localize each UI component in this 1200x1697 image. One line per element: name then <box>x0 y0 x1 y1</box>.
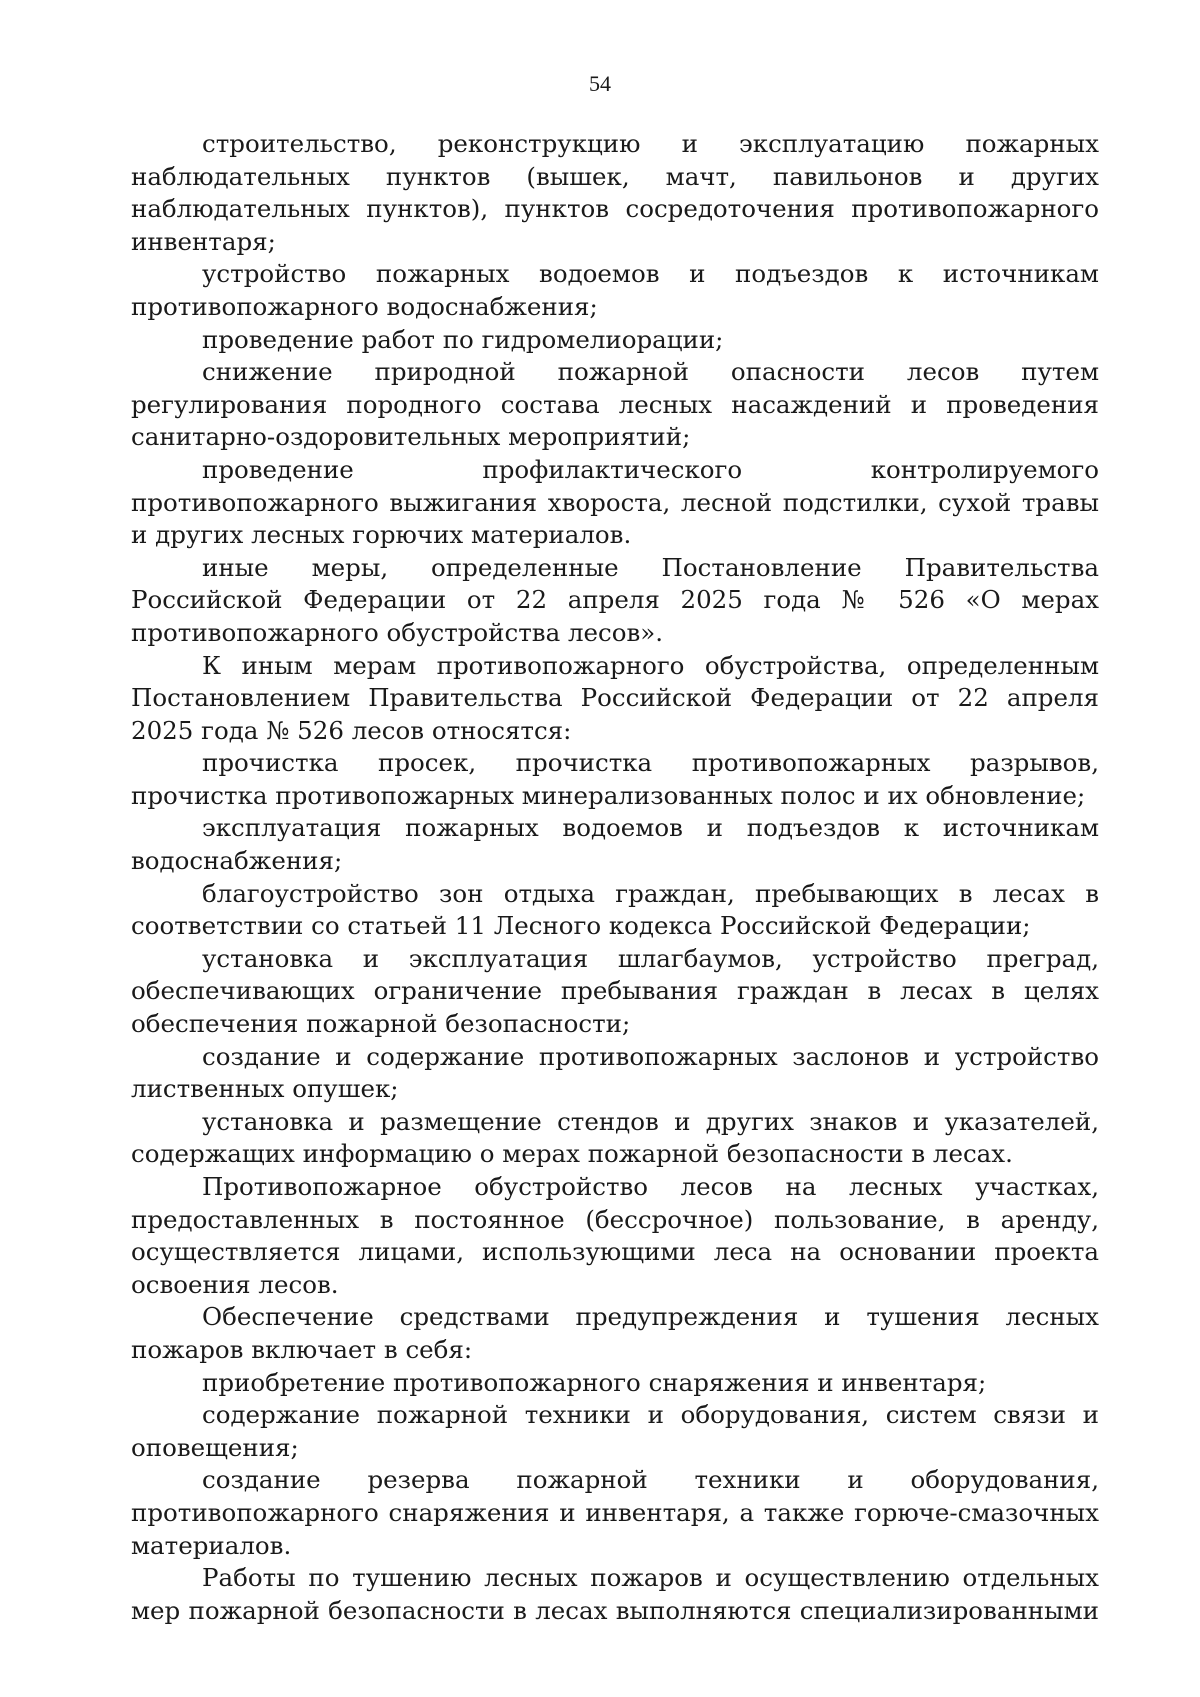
paragraph: приобретение противопожарного снаряжения и инвентаря; <box>202 1367 987 1397</box>
paragraph: К иным мерам противопожарного обустройства, определенным Постановлением Правительства Российской Федерации от 22 апреля 2025 года № 526 лесов относятся: <box>131 650 1099 745</box>
paragraph-continued: Работы по тушению лесных пожаров и осуществлению отдельных мер пожарной безопасности в лесах выполняются специализированными <box>131 1563 1099 1625</box>
paragraph: устройство пожарных водоемов и подъездов к источникам противопожарного водоснабжения; <box>131 259 1099 321</box>
paragraph: установка и эксплуатация шлагбаумов, устройство преград, обеспечивающих ограничение пребывания граждан в лесах в целях обеспечения пожарной безопасности; <box>131 943 1099 1039</box>
paragraph: иные меры, определенные Постановление Правительства Российской Федерации от 22 апреля 2025 года № 526 «О мерах противопожарного обустройства лесов». <box>131 552 1099 647</box>
paragraph: создание и содержание противопожарных заслонов и устройство лиственных опушек; <box>131 1041 1099 1104</box>
paragraph: Противопожарное обустройство лесов на лесных участках, предоставленных в постоянное (бессрочное) пользование, в аренду, осуществляется лицами, использующими леса на основании проекта освоения лесов. <box>131 1172 1099 1299</box>
paragraph: установка и размещение стендов и других знаков и указателей, содержащих информацию о мерах пожарной безопасности в лесах. <box>131 1106 1099 1169</box>
paragraph: прочистка просек, прочистка противопожарных разрывов, прочистка противопожарных минерализованных полос и их обновление; <box>131 748 1099 810</box>
body-text <box>131 128 1099 1627</box>
paragraph: проведение профилактического контролируемого противопожарного выжигания хвороста, лесной подстилки, сухой травы и других лесных горючих материалов. <box>131 454 1099 550</box>
paragraph: проведение работ по гидромелиорации; <box>202 324 724 354</box>
page-number: 54 <box>589 71 611 96</box>
paragraph: эксплуатация пожарных водоемов и подъездов к источникам водоснабжения; <box>131 813 1099 876</box>
paragraph: благоустройство зон отдыха граждан, пребывающих в лесах в соответствии со статьей 11 Лесного кодекса Российской Федерации; <box>131 878 1099 941</box>
paragraph: содержание пожарной техники и оборудования, систем связи и оповещения; <box>131 1400 1099 1462</box>
paragraph: создание резерва пожарной техники и оборудования, противопожарного снаряжения и инвентаря, а также горюче-смазочных материалов. <box>131 1465 1099 1560</box>
paragraph: Обеспечение средствами предупреждения и тушения лесных пожаров включает в себя: <box>131 1302 1099 1364</box>
paragraph: строительство, реконструкцию и эксплуатацию пожарных наблюдательных пунктов (вышек, мачт, павильонов и других наблюдательных пунктов), пунктов сосредоточения противопожарного инвентаря; <box>131 129 1099 256</box>
paragraph: снижение природной пожарной опасности лесов путем регулирования породного состава лесных насаждений и проведения санитарно-оздоровительных мероприятий; <box>131 357 1099 452</box>
